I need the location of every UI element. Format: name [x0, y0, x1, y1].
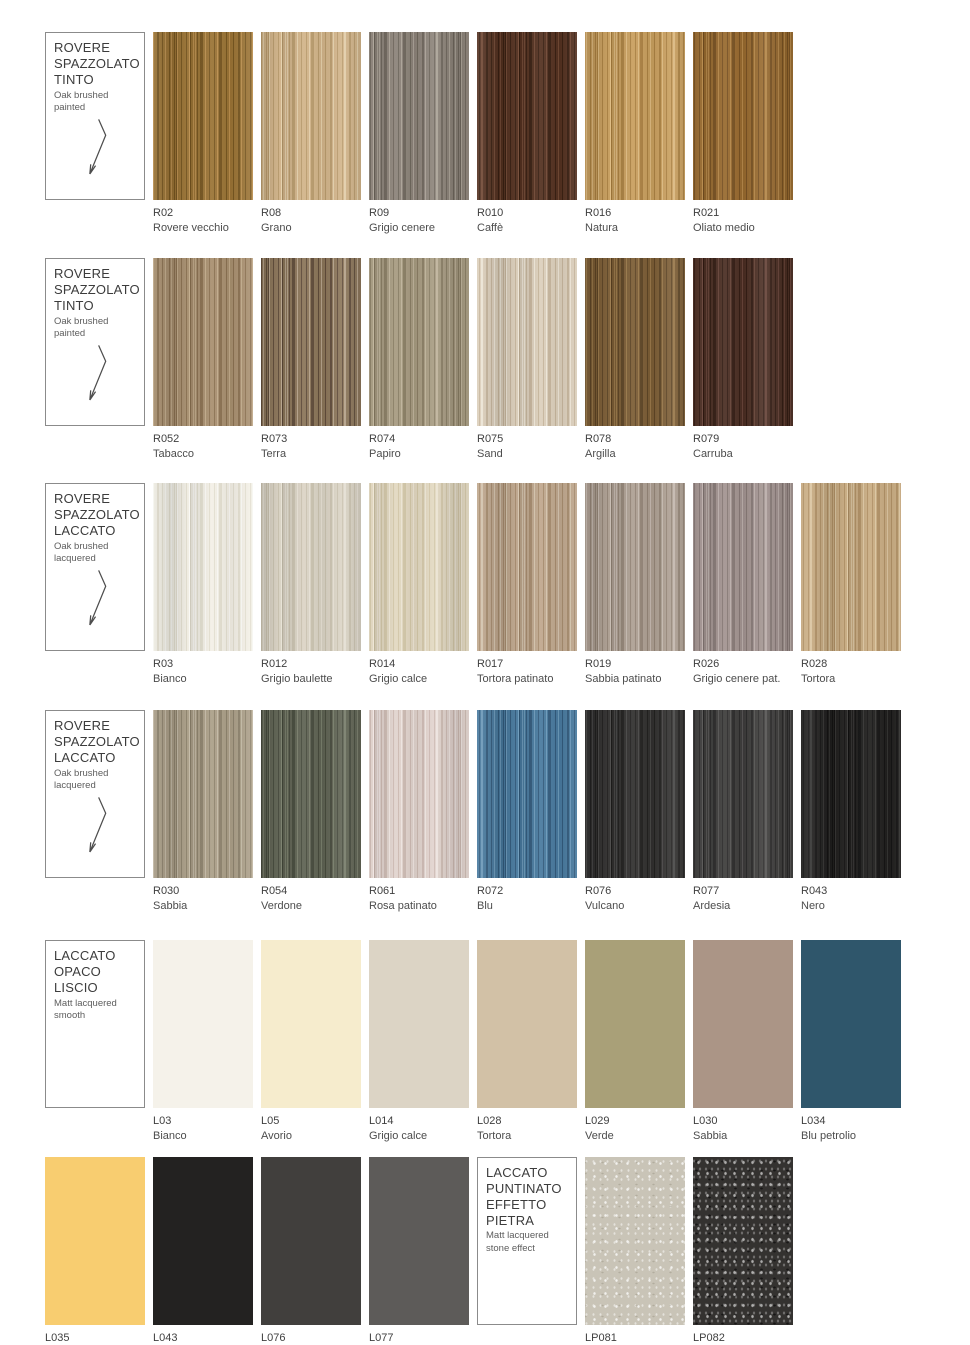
swatch-cell	[153, 258, 253, 461]
swatch-row	[45, 710, 901, 913]
swatch-cell	[693, 1157, 793, 1345]
brushed-arrow-icon	[78, 793, 114, 867]
category-label-frame	[477, 1157, 577, 1325]
swatch-cell	[369, 1157, 469, 1345]
swatch-code: R028	[801, 658, 828, 670]
swatch-cell	[693, 940, 793, 1143]
swatch-name: Grigio cenere pat.	[693, 673, 781, 685]
swatch-name: Verdone	[261, 900, 302, 912]
swatch-l030	[693, 940, 793, 1108]
swatch-name: Grano	[261, 222, 292, 234]
swatch-r02	[153, 32, 253, 200]
swatch-cell	[693, 32, 793, 235]
swatch-name: Verde	[585, 1130, 614, 1142]
swatch-name: Argilla	[585, 448, 616, 460]
brushed-arrow-icon	[78, 115, 114, 189]
swatch-cell	[153, 483, 253, 686]
swatch-code: R073	[261, 433, 288, 445]
swatch-r014	[369, 483, 469, 651]
category-label-frame	[45, 940, 145, 1108]
swatch-cell	[45, 1157, 145, 1345]
swatch-l035	[45, 1157, 145, 1325]
swatch-r026	[693, 483, 793, 651]
swatch-code: R043	[801, 885, 828, 897]
category-title: LACCATO PUNTINATO EFFETTO PIETRA	[486, 1165, 562, 1228]
category-title: ROVERE SPAZZOLATO LACCATO	[54, 718, 140, 765]
swatch-r03	[153, 483, 253, 651]
swatch-r061	[369, 710, 469, 878]
category-subtitle-en: Oak brushed painted	[54, 89, 109, 114]
swatch-name: Sand	[477, 448, 503, 460]
swatch-code: L030	[693, 1115, 718, 1127]
swatch-code: L034	[801, 1115, 826, 1127]
swatch-code: R074	[369, 433, 396, 445]
swatch-cell	[477, 940, 577, 1143]
swatch-name: Tortora patinato	[477, 673, 554, 685]
swatch-r030	[153, 710, 253, 878]
swatch-lp081	[585, 1157, 685, 1325]
swatch-r028	[801, 483, 901, 651]
category-title: ROVERE SPAZZOLATO TINTO	[54, 266, 140, 313]
swatch-cell	[153, 32, 253, 235]
swatch-code: R077	[693, 885, 720, 897]
swatch-code: R017	[477, 658, 504, 670]
swatch-r074	[369, 258, 469, 426]
swatch-code: R03	[153, 658, 174, 670]
swatch-l043	[153, 1157, 253, 1325]
swatch-cell	[585, 258, 685, 461]
swatch-code: R02	[153, 207, 174, 219]
swatch-cell	[261, 1157, 361, 1345]
category-label-box	[477, 1157, 577, 1325]
swatch-name: Rovere vecchio	[153, 222, 229, 234]
swatch-cell	[693, 258, 793, 461]
swatch-name: Sabbia	[693, 1130, 728, 1142]
swatch-row	[45, 940, 901, 1143]
swatch-name: Blu petrolio	[801, 1130, 857, 1142]
category-label-frame	[45, 32, 145, 200]
swatch-code: L05	[261, 1115, 280, 1127]
swatch-cell	[261, 710, 361, 913]
swatch-r017	[477, 483, 577, 651]
swatch-name: Grigio calce	[369, 673, 428, 685]
swatch-cell	[477, 710, 577, 913]
swatch-cell	[801, 940, 901, 1143]
swatch-l077	[369, 1157, 469, 1325]
swatch-code: L03	[153, 1115, 172, 1127]
swatch-name: Avorio	[261, 1130, 292, 1142]
swatch-cell	[261, 940, 361, 1143]
swatch-cell	[585, 1157, 685, 1345]
swatch-code: R030	[153, 885, 180, 897]
swatch-cell	[585, 940, 685, 1143]
swatch-code: R076	[585, 885, 612, 897]
swatch-name: Rosa patinato	[369, 900, 437, 912]
swatch-code: R078	[585, 433, 612, 445]
swatch-l028	[477, 940, 577, 1108]
swatch-code: L014	[369, 1115, 394, 1127]
swatch-name: Grigio baulette	[261, 673, 333, 685]
swatch-name: Natura	[585, 222, 619, 234]
swatch-name: Tortora	[477, 1130, 512, 1142]
swatch-l05	[261, 940, 361, 1108]
swatch-code: R012	[261, 658, 288, 670]
swatch-cell	[693, 710, 793, 913]
category-label-box	[45, 483, 145, 651]
swatch-row	[45, 1157, 793, 1345]
swatch-row	[45, 483, 901, 686]
swatch-r073	[261, 258, 361, 426]
category-subtitle-en: Matt lacquered stone effect	[486, 1230, 549, 1255]
swatch-row	[45, 32, 793, 235]
swatch-name: Vulcano	[585, 900, 625, 912]
swatch-code: L076	[261, 1332, 286, 1344]
swatch-code: R054	[261, 885, 288, 897]
swatch-cell	[369, 32, 469, 235]
swatch-code: R021	[693, 207, 720, 219]
swatch-cell	[153, 940, 253, 1143]
swatch-code: R079	[693, 433, 720, 445]
category-label-box	[45, 940, 145, 1108]
brushed-arrow-icon	[78, 566, 114, 640]
swatch-r079	[693, 258, 793, 426]
category-label-box	[45, 32, 145, 200]
swatch-r021	[693, 32, 793, 200]
swatch-cell	[369, 710, 469, 913]
swatch-cell	[369, 483, 469, 686]
swatch-r012	[261, 483, 361, 651]
swatch-name: Bianco	[153, 1130, 187, 1142]
swatch-code: R026	[693, 658, 720, 670]
swatch-cell	[261, 483, 361, 686]
swatch-name: Sabbia patinato	[585, 673, 662, 685]
category-label-box	[45, 258, 145, 426]
swatch-row	[45, 258, 793, 461]
swatch-lp082	[693, 1157, 793, 1325]
swatch-cell	[585, 710, 685, 913]
swatch-l03	[153, 940, 253, 1108]
swatch-cell	[153, 710, 253, 913]
swatch-name: Caffè	[477, 222, 504, 234]
swatch-code: R061	[369, 885, 396, 897]
category-label-box	[45, 710, 145, 878]
swatch-cell	[369, 258, 469, 461]
swatch-code: R09	[369, 207, 390, 219]
swatch-code: R072	[477, 885, 504, 897]
swatch-r077	[693, 710, 793, 878]
swatch-r075	[477, 258, 577, 426]
swatch-code: L035	[45, 1332, 70, 1344]
swatch-code: L077	[369, 1332, 394, 1344]
swatch-cell	[801, 710, 901, 913]
swatch-cell	[477, 483, 577, 686]
category-title: ROVERE SPAZZOLATO LACCATO	[54, 491, 140, 538]
swatch-r016	[585, 32, 685, 200]
swatch-code: R08	[261, 207, 282, 219]
swatch-cell	[261, 258, 361, 461]
swatch-name: Blu	[477, 900, 493, 912]
swatch-code: LP082	[693, 1332, 725, 1344]
swatch-cell	[585, 32, 685, 235]
swatch-code: R019	[585, 658, 612, 670]
category-subtitle-en: Oak brushed painted	[54, 315, 109, 340]
swatch-name: Sabbia	[153, 900, 188, 912]
swatch-r072	[477, 710, 577, 878]
swatch-cell	[477, 258, 577, 461]
swatch-r076	[585, 710, 685, 878]
category-title: ROVERE SPAZZOLATO TINTO	[54, 40, 140, 87]
swatch-name: Nero	[801, 900, 825, 912]
swatch-name: Grigio cenere	[369, 222, 436, 234]
swatch-name: Oliato medio	[693, 222, 755, 234]
swatch-cell	[261, 32, 361, 235]
swatch-l029	[585, 940, 685, 1108]
swatch-l014	[369, 940, 469, 1108]
swatch-r043	[801, 710, 901, 878]
swatch-code: L043	[153, 1332, 178, 1344]
swatch-r019	[585, 483, 685, 651]
swatch-r078	[585, 258, 685, 426]
swatch-code: L028	[477, 1115, 502, 1127]
swatch-name: Ardesia	[693, 900, 731, 912]
swatch-code: R014	[369, 658, 396, 670]
swatch-r052	[153, 258, 253, 426]
swatch-cell	[801, 483, 901, 686]
swatch-cell	[693, 483, 793, 686]
category-label-frame	[45, 258, 145, 426]
swatch-code: R016	[585, 207, 612, 219]
swatch-name: Terra	[261, 448, 287, 460]
swatch-code: R075	[477, 433, 504, 445]
swatch-name: Bianco	[153, 673, 187, 685]
category-subtitle-en: Oak brushed lacquered	[54, 767, 109, 792]
swatch-code: LP081	[585, 1332, 617, 1344]
swatch-r09	[369, 32, 469, 200]
swatch-r010	[477, 32, 577, 200]
category-label-frame	[45, 710, 145, 878]
swatch-r054	[261, 710, 361, 878]
swatch-code: R052	[153, 433, 180, 445]
swatch-cell	[585, 483, 685, 686]
swatch-r08	[261, 32, 361, 200]
category-title: LACCATO OPACO LISCIO	[54, 948, 116, 995]
swatch-cell	[477, 32, 577, 235]
swatch-code: L029	[585, 1115, 610, 1127]
category-subtitle-en: Matt lacquered smooth	[54, 997, 117, 1022]
swatch-name: Tabacco	[153, 448, 194, 460]
swatch-cell	[369, 940, 469, 1143]
swatch-code: R010	[477, 207, 504, 219]
brushed-arrow-icon	[78, 341, 114, 415]
swatch-cell	[153, 1157, 253, 1345]
swatch-name: Grigio calce	[369, 1130, 428, 1142]
swatch-name: Tortora	[801, 673, 836, 685]
swatch-l076	[261, 1157, 361, 1325]
category-subtitle-en: Oak brushed lacquered	[54, 540, 109, 565]
swatch-name: Carruba	[693, 448, 733, 460]
swatch-name: Papiro	[369, 448, 401, 460]
swatch-l034	[801, 940, 901, 1108]
category-label-frame	[45, 483, 145, 651]
